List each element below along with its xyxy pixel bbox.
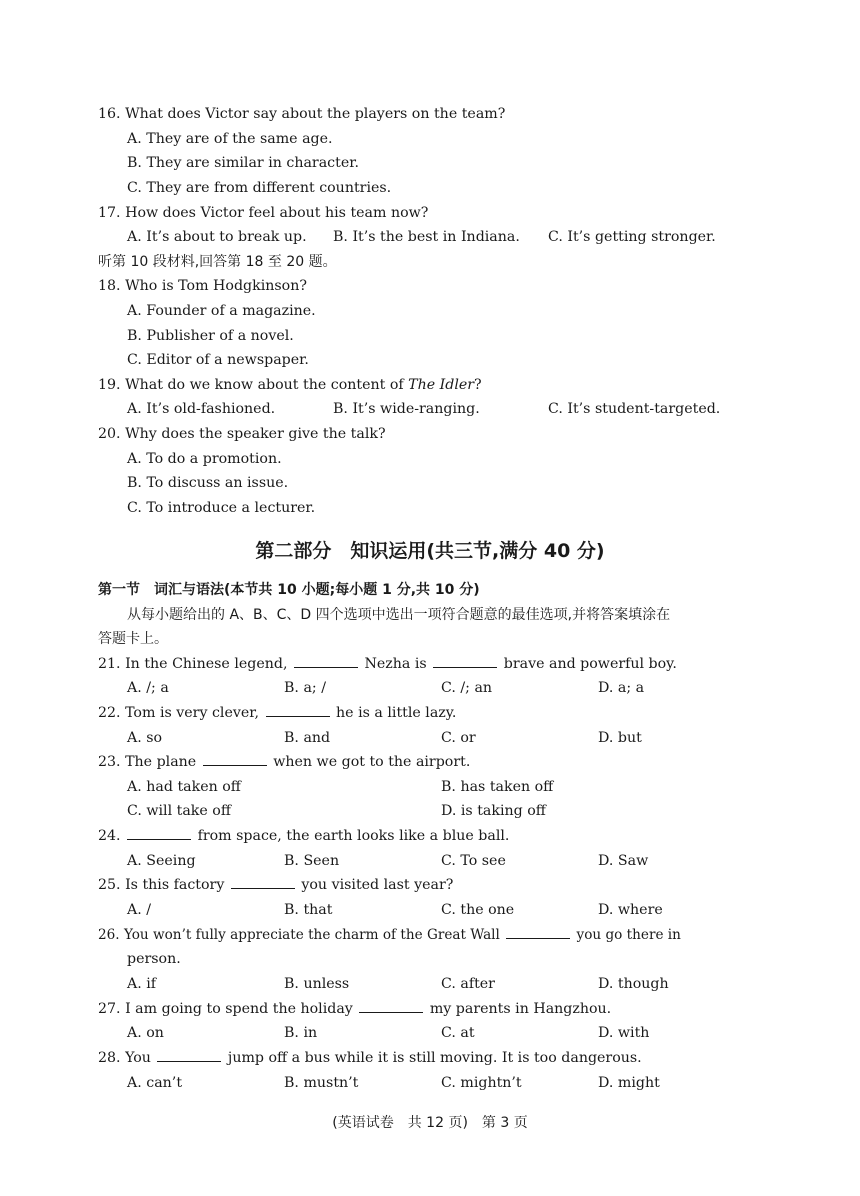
question-27-stem (98, 1000, 611, 1018)
question-16-option-a: A. They are of the same age. (127, 131, 333, 147)
question-22-option-b: B. and (284, 730, 331, 746)
question-24-option-c: C. To see (441, 853, 506, 869)
question-27-option-a: A. on (127, 1025, 164, 1041)
question-24-text-1: 24. (98, 828, 121, 844)
question-26-stem (98, 926, 681, 944)
question-16-stem: 16. What does Victor say about the players on the team? (98, 106, 506, 122)
question-24-option-a: A. Seeing (127, 853, 196, 869)
blank (506, 926, 570, 939)
question-27-option-c: C. at (441, 1025, 475, 1041)
blank (359, 1000, 423, 1013)
question-22-option-a: A. so (127, 730, 163, 746)
question-28-option-c: C. mightn’t (441, 1075, 522, 1091)
question-25-option-a: A. / (127, 902, 152, 918)
question-28-option-b: B. mustn’t (284, 1075, 359, 1091)
question-25-text-1: 25. Is this factory (98, 877, 225, 893)
question-20-option-a: A. To do a promotion. (127, 451, 282, 467)
question-24-stem (98, 827, 509, 845)
question-23-option-b: B. has taken off (441, 779, 554, 795)
question-21-text-1: 21. In the Chinese legend, (98, 656, 288, 672)
question-26-option-b: B. unless (284, 976, 350, 992)
question-21-option-c: C. /; an (441, 680, 493, 696)
question-25-stem (98, 876, 453, 894)
question-17-option-b: B. It’s the best in Indiana. (333, 229, 520, 245)
question-18-option-b: B. Publisher of a novel. (127, 328, 294, 344)
question-26-stem-cont: person. (127, 951, 181, 967)
question-21-text-3: brave and powerful boy. (503, 656, 677, 672)
question-28-text-1: 28. You (98, 1050, 151, 1066)
question-19-option-a: A. It’s old-fashioned. (127, 401, 276, 417)
question-23-option-d: D. is taking off (441, 803, 546, 819)
question-23-text-2: when we got to the airport. (273, 754, 471, 770)
question-24-option-b: B. Seen (284, 853, 340, 869)
blank (127, 827, 191, 840)
question-28-option-d: D. might (598, 1075, 660, 1091)
question-23-option-a: A. had taken off (127, 779, 241, 795)
question-24-option-d: D. Saw (598, 853, 649, 869)
question-19-option-b: B. It’s wide-ranging. (333, 401, 480, 417)
question-19-stem-text: 19. What do we know about the content of (98, 377, 409, 393)
question-26-text-2: you go there in (576, 927, 681, 943)
listening-instruction: 听第 10 段材料,回答第 18 至 20 题。 (98, 254, 337, 270)
question-27-option-d: D. with (598, 1025, 650, 1041)
question-22-text-2: he is a little lazy. (336, 705, 457, 721)
question-23-text-1: 23. The plane (98, 754, 197, 770)
question-18-option-c: C. Editor of a newspaper. (127, 352, 309, 368)
question-18-stem: 18. Who is Tom Hodgkinson? (98, 278, 307, 294)
question-21-stem (98, 655, 677, 673)
question-28-option-a: A. can’t (127, 1075, 183, 1091)
question-19-stem (98, 376, 482, 394)
question-26-option-d: D. though (598, 976, 669, 992)
question-28-stem (98, 1049, 642, 1067)
question-28-text-2: jump off a bus while it is still moving. It is too dangerous. (227, 1050, 642, 1066)
question-17-option-a: A. It’s about to break up. (127, 229, 307, 245)
page-footer: (英语试卷 共 12 页) 第 3 页 (332, 1115, 528, 1131)
part-2-heading: 第二部分 知识运用(共三节,满分 40 分) (255, 540, 605, 562)
question-21-option-d: D. a; a (598, 680, 645, 696)
question-23-stem (98, 753, 470, 771)
question-17-stem: 17. How does Victor feel about his team now? (98, 205, 429, 221)
blank (266, 704, 330, 717)
blank (203, 753, 267, 766)
section-1-instruction-line2: 答题卡上。 (98, 631, 168, 647)
question-22-stem (98, 704, 456, 722)
question-20-option-b: B. To discuss an issue. (127, 475, 289, 491)
question-25-text-2: you visited last year? (301, 877, 454, 893)
question-27-option-b: B. in (284, 1025, 318, 1041)
question-17-option-c: C. It’s getting stronger. (548, 229, 716, 245)
question-21-option-a: A. /; a (127, 680, 169, 696)
question-20-stem: 20. Why does the speaker give the talk? (98, 426, 386, 442)
question-18-option-a: A. Founder of a magazine. (127, 303, 316, 319)
question-16-option-c: C. They are from different countries. (127, 180, 392, 196)
blank (231, 876, 295, 889)
question-19-title-italic: The Idler (408, 377, 475, 393)
question-25-option-d: D. where (598, 902, 663, 918)
question-22-option-d: D. but (598, 730, 642, 746)
question-23-option-c: C. will take off (127, 803, 231, 819)
blank (294, 655, 358, 668)
section-1-instruction-line1: 从每小题给出的 A、B、C、D 四个选项中选出一项符合题意的最佳选项,并将答案填涂在 (127, 607, 671, 623)
question-22-option-c: C. or (441, 730, 476, 746)
question-16-option-b: B. They are similar in character. (127, 155, 359, 171)
question-20-option-c: C. To introduce a lecturer. (127, 500, 316, 516)
question-27-text-2: my parents in Hangzhou. (429, 1001, 612, 1017)
question-24-text-2: from space, the earth looks like a blue ball. (197, 828, 510, 844)
section-1-title: 第一节 词汇与语法(本节共 10 小题;每小题 1 分,共 10 分) (98, 582, 480, 598)
blank (157, 1049, 221, 1062)
question-21-text-2: Nezha is (364, 656, 427, 672)
question-26-option-c: C. after (441, 976, 495, 992)
question-19-option-c: C. It’s student-targeted. (548, 401, 721, 417)
question-25-option-b: B. that (284, 902, 333, 918)
question-22-text-1: 22. Tom is very clever, (98, 705, 260, 721)
question-27-text-1: 27. I am going to spend the holiday (98, 1001, 353, 1017)
blank (433, 655, 497, 668)
question-25-option-c: C. the one (441, 902, 515, 918)
question-21-option-b: B. a; / (284, 680, 326, 696)
question-26-option-a: A. if (127, 976, 157, 992)
question-19-stem-end: ? (474, 377, 482, 393)
question-26-text-1: 26. You won’t fully appreciate the charm of the Great Wall (98, 927, 500, 943)
